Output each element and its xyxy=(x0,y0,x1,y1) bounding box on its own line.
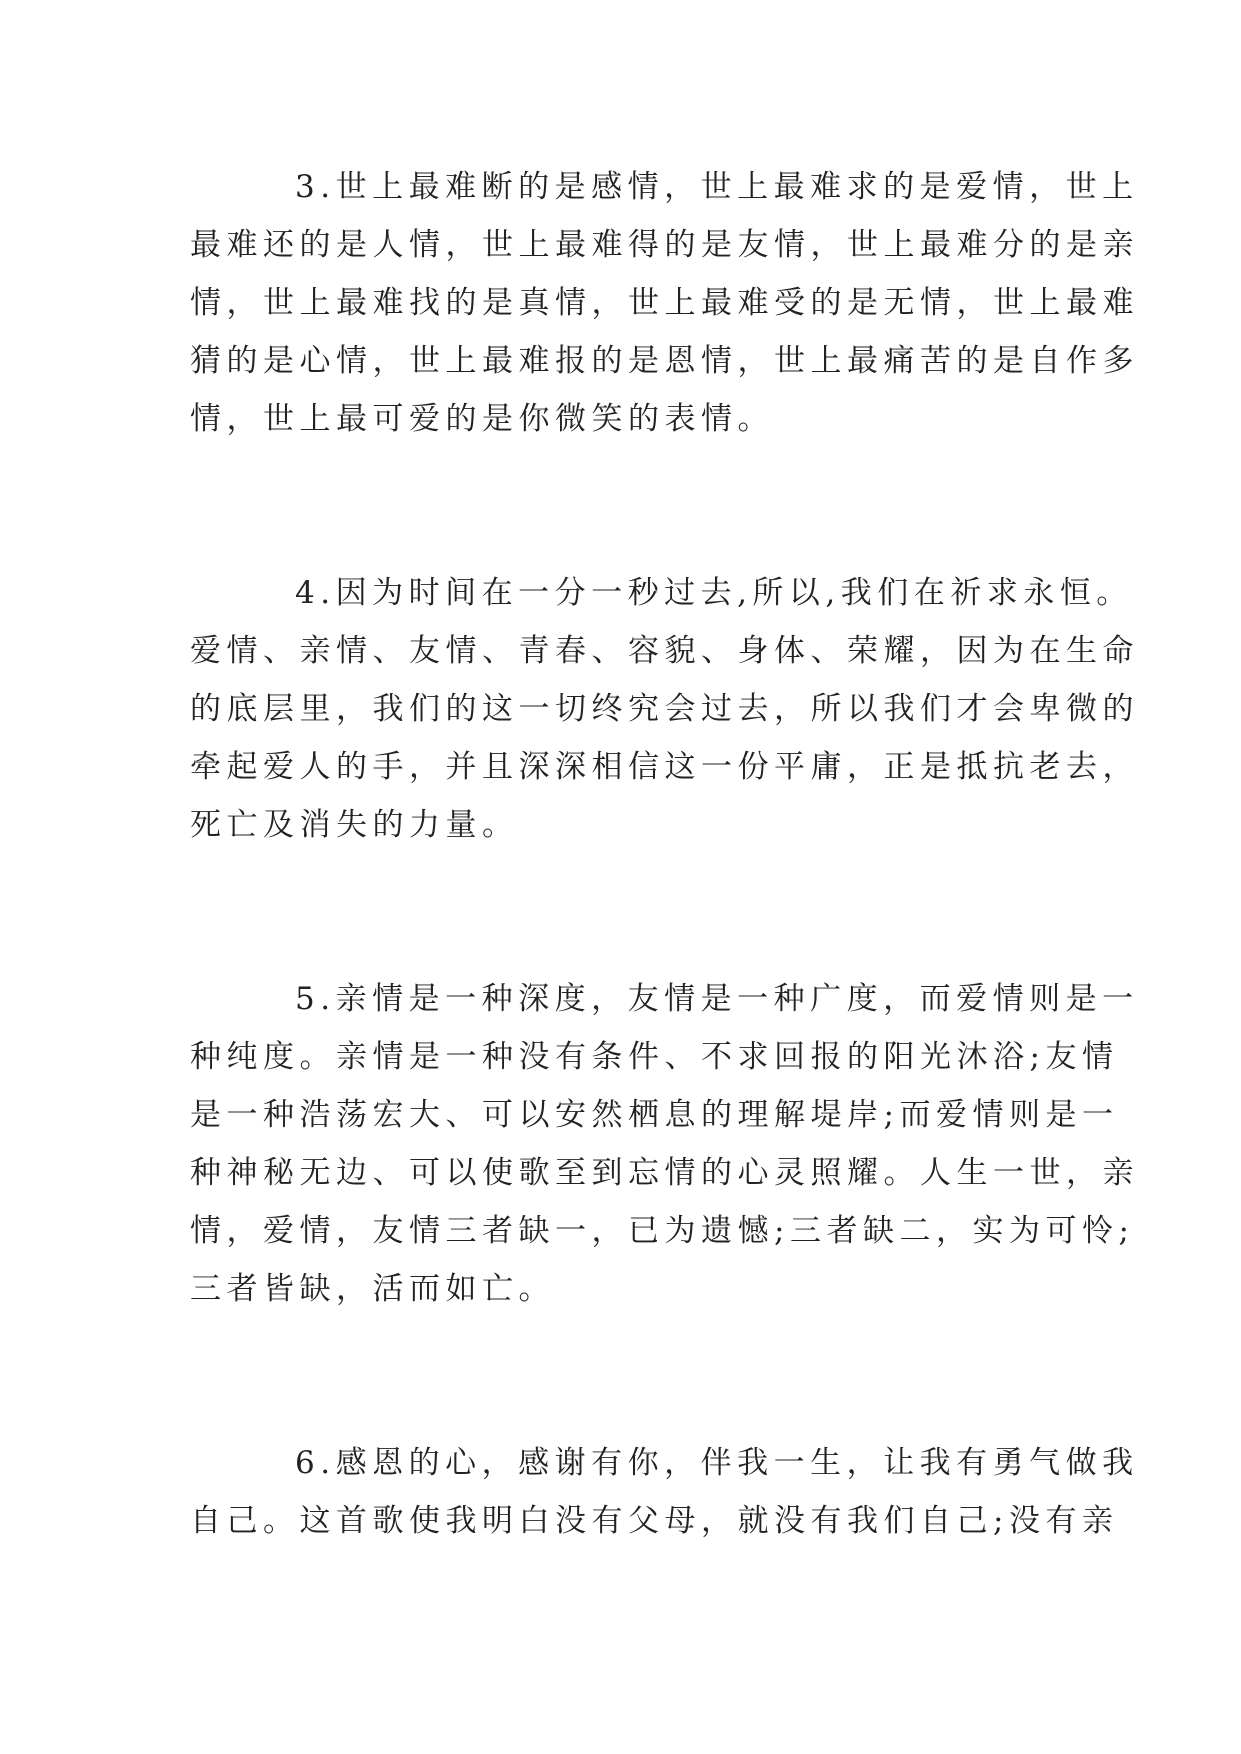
text-line: 种神秘无边、可以使歌至到忘情的心灵照耀。人生一世，亲 xyxy=(190,1155,1139,1191)
text-line: 三者皆缺，活而如亡。 xyxy=(190,1271,555,1307)
text-line: 4.因为时间在一分一秒过去,所以,我们在祈求永恒。 xyxy=(295,575,1133,611)
text-line: 最难还的是人情，世上最难得的是友情，世上最难分的是亲 xyxy=(190,227,1139,263)
paragraph-3 xyxy=(190,158,1139,448)
text-line: 3.世上最难断的是感情，世上最难求的是爱情，世上 xyxy=(295,169,1139,205)
text-line: 是一种浩荡宏大、可以安然栖息的理解堤岸;而爱情则是一 xyxy=(190,1097,1119,1133)
text-line: 死亡及消失的力量。 xyxy=(190,807,519,843)
paragraph-5 xyxy=(190,970,1139,1318)
text-line: 猜的是心情，世上最难报的是恩情，世上最痛苦的是自作多 xyxy=(190,343,1139,379)
paragraph-4 xyxy=(190,564,1139,854)
text-line: 6.感恩的心，感谢有你，伴我一生，让我有勇气做我 xyxy=(295,1445,1139,1481)
text-line: 牵起爱人的手，并且深深相信这一份平庸，正是抵抗老去， xyxy=(190,749,1139,785)
text-line: 情，世上最难找的是真情，世上最难受的是无情，世上最难 xyxy=(190,285,1139,321)
text-line: 的底层里，我们的这一切终究会过去，所以我们才会卑微的 xyxy=(190,691,1139,727)
text-line: 情，爱情，友情三者缺一，已为遗憾;三者缺二，实为可怜; xyxy=(190,1213,1135,1249)
text-line: 5.亲情是一种深度，友情是一种广度，而爱情则是一 xyxy=(295,981,1139,1017)
paragraph-6 xyxy=(190,1434,1139,1550)
text-line: 自己。这首歌使我明白没有父母，就没有我们自己;没有亲 xyxy=(190,1503,1119,1539)
text-line: 情，世上最可爱的是你微笑的表情。 xyxy=(190,401,774,437)
text-line: 爱情、亲情、友情、青春、容貌、身体、荣耀，因为在生命 xyxy=(190,633,1139,669)
text-line: 种纯度。亲情是一种没有条件、不求回报的阳光沐浴;友情 xyxy=(190,1039,1119,1075)
